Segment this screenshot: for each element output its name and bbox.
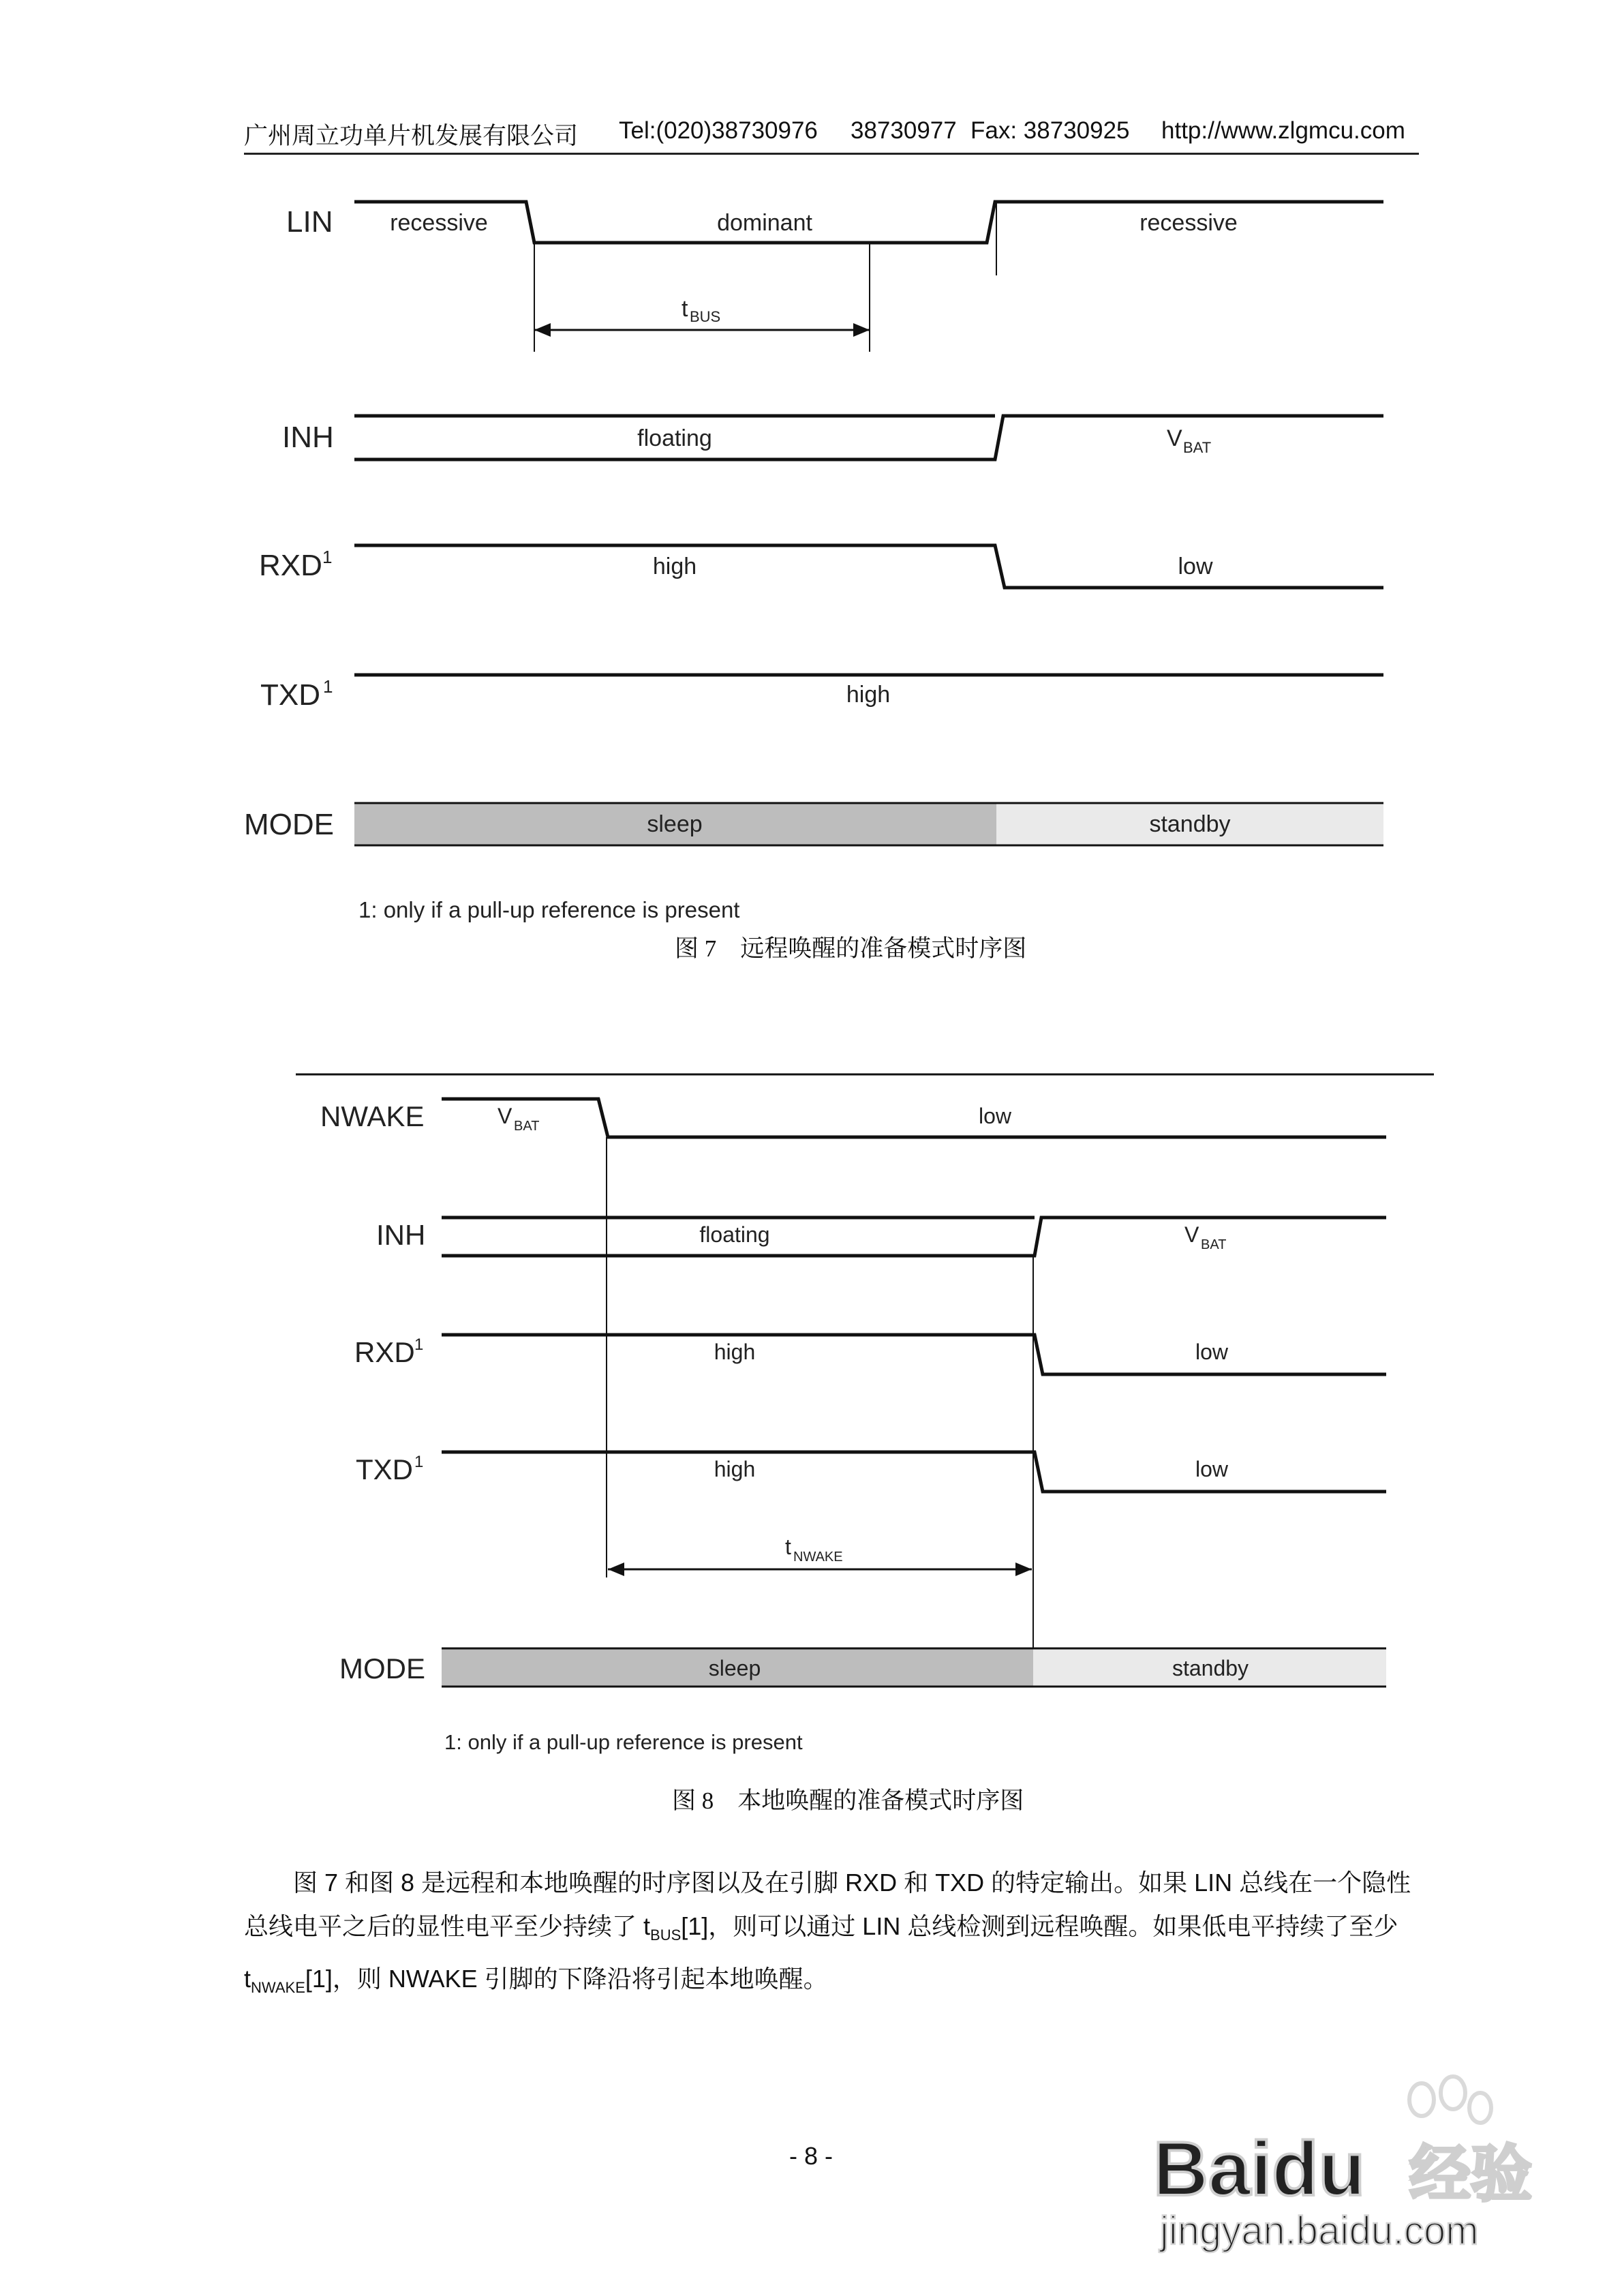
tnwake-arrow-right (1015, 1562, 1032, 1576)
tbus-label-sub: BUS (690, 308, 721, 325)
figure-7-footnote: 1: only if a pull-up reference is present (358, 897, 740, 922)
inh-state-floating: floating (699, 1222, 770, 1247)
baidu-jingyan-watermark (1152, 2066, 1533, 2256)
inh-state-vbat-sub: BAT (1183, 439, 1212, 456)
mode-state-sleep: sleep (708, 1656, 761, 1680)
rxd-state-low: low (1178, 554, 1213, 579)
label-rxd: RXD (354, 1336, 415, 1368)
inh-state-vbat-main: V (1184, 1222, 1199, 1247)
label-inh: INH (376, 1219, 426, 1251)
rxd-state-high: high (714, 1340, 756, 1364)
watermark-brand: Baidu (1153, 2126, 1366, 2211)
tbus-label-main: t (682, 296, 688, 322)
figure-8-footnote: 1: only if a pull-up reference is present (444, 1730, 803, 1754)
lin-state-recessive-2: recessive (1139, 210, 1238, 236)
body-paragraph (244, 1861, 1419, 2010)
nwake-state-vbat-main: V (498, 1104, 512, 1128)
inh-state-vbat-sub: BAT (1201, 1237, 1227, 1252)
label-mode: MODE (244, 808, 334, 841)
paragraph-line-2a: 总线电平之后的显性电平至少持续了 t (244, 1912, 651, 1940)
header-fax: Fax: 38730925 (970, 117, 1130, 144)
paragraph-line-2 (244, 1905, 1419, 1957)
label-rxd-sup: 1 (322, 547, 333, 567)
label-nwake: NWAKE (320, 1100, 425, 1132)
page-number: - 8 - (789, 2142, 833, 2170)
mode-state-standby: standby (1149, 811, 1231, 837)
paragraph-line-2-sub: BUS (650, 1927, 682, 1944)
label-txd: TXD (260, 678, 320, 712)
inh-waveform (442, 1218, 1386, 1256)
txd-waveform (442, 1452, 1386, 1492)
label-mode: MODE (339, 1652, 425, 1685)
rxd-waveform (442, 1335, 1386, 1374)
lin-state-recessive-1: recessive (390, 210, 488, 236)
figure-7-caption: 图 7 远程唤醒的准备模式时序图 (675, 935, 1027, 962)
txd-state-low: low (1195, 1457, 1229, 1481)
mode-state-sleep: sleep (647, 811, 703, 837)
tnwake-label-sub: NWAKE (793, 1550, 843, 1565)
txd-state-high: high (714, 1457, 756, 1481)
tnwake-arrow-left (608, 1562, 624, 1576)
rxd-state-high: high (652, 554, 697, 579)
label-txd-sup: 1 (323, 676, 333, 697)
paragraph-line-1 (244, 1861, 1419, 1905)
paragraph-line-1-text: 图 7 和图 8 是远程和本地唤醒的时序图以及在引脚 RXD 和 TXD 的特定输出。如果 LIN 总线在一个隐性 (293, 1869, 1411, 1897)
txd-state-high: high (846, 682, 891, 708)
paragraph-line-3b: [1]，则 NWAKE 引脚的下降沿将引起本地唤醒。 (305, 1965, 828, 1993)
nwake-state-vbat-sub: BAT (514, 1119, 540, 1134)
header-tel2: 38730977 (851, 117, 957, 144)
header-tel: Tel:(020)38730976 (619, 117, 818, 144)
rxd-state-low: low (1195, 1340, 1229, 1364)
nwake-waveform (442, 1099, 1386, 1137)
label-txd-sup: 1 (414, 1453, 424, 1471)
header-company: 广州周立功单片机发展有限公司 (244, 123, 579, 149)
figure-8-caption: 图 8 本地唤醒的准备模式时序图 (672, 1787, 1024, 1814)
watermark-sub: 经验 (1409, 2141, 1532, 2209)
label-rxd: RXD (259, 549, 322, 582)
paragraph-line-2b: [1]，则可以通过 LIN 总线检测到远程唤醒。如果低电平持续了至少 (681, 1912, 1398, 1940)
mode-state-standby: standby (1172, 1656, 1249, 1680)
lin-state-dominant: dominant (717, 210, 812, 236)
tnwake-label-main: t (785, 1535, 791, 1559)
paragraph-line-3-sub: NWAKE (251, 1979, 305, 1997)
paw-toe-3 (1469, 2093, 1491, 2123)
label-rxd-sup: 1 (414, 1335, 424, 1354)
label-inh: INH (282, 421, 334, 454)
nwake-state-low: low (978, 1104, 1012, 1128)
paw-toe-1 (1409, 2083, 1434, 2116)
paragraph-line-3a: t (244, 1965, 251, 1993)
inh-state-floating: floating (637, 425, 712, 451)
label-txd: TXD (356, 1453, 413, 1485)
inh-state-vbat-main: V (1167, 425, 1182, 451)
watermark-url: jingyan.baidu.com (1160, 2209, 1479, 2253)
paragraph-line-3 (244, 1957, 1419, 2010)
label-lin: LIN (286, 205, 333, 239)
header-url: http://www.zlgmcu.com (1161, 117, 1405, 144)
paw-toe-2 (1441, 2076, 1465, 2109)
